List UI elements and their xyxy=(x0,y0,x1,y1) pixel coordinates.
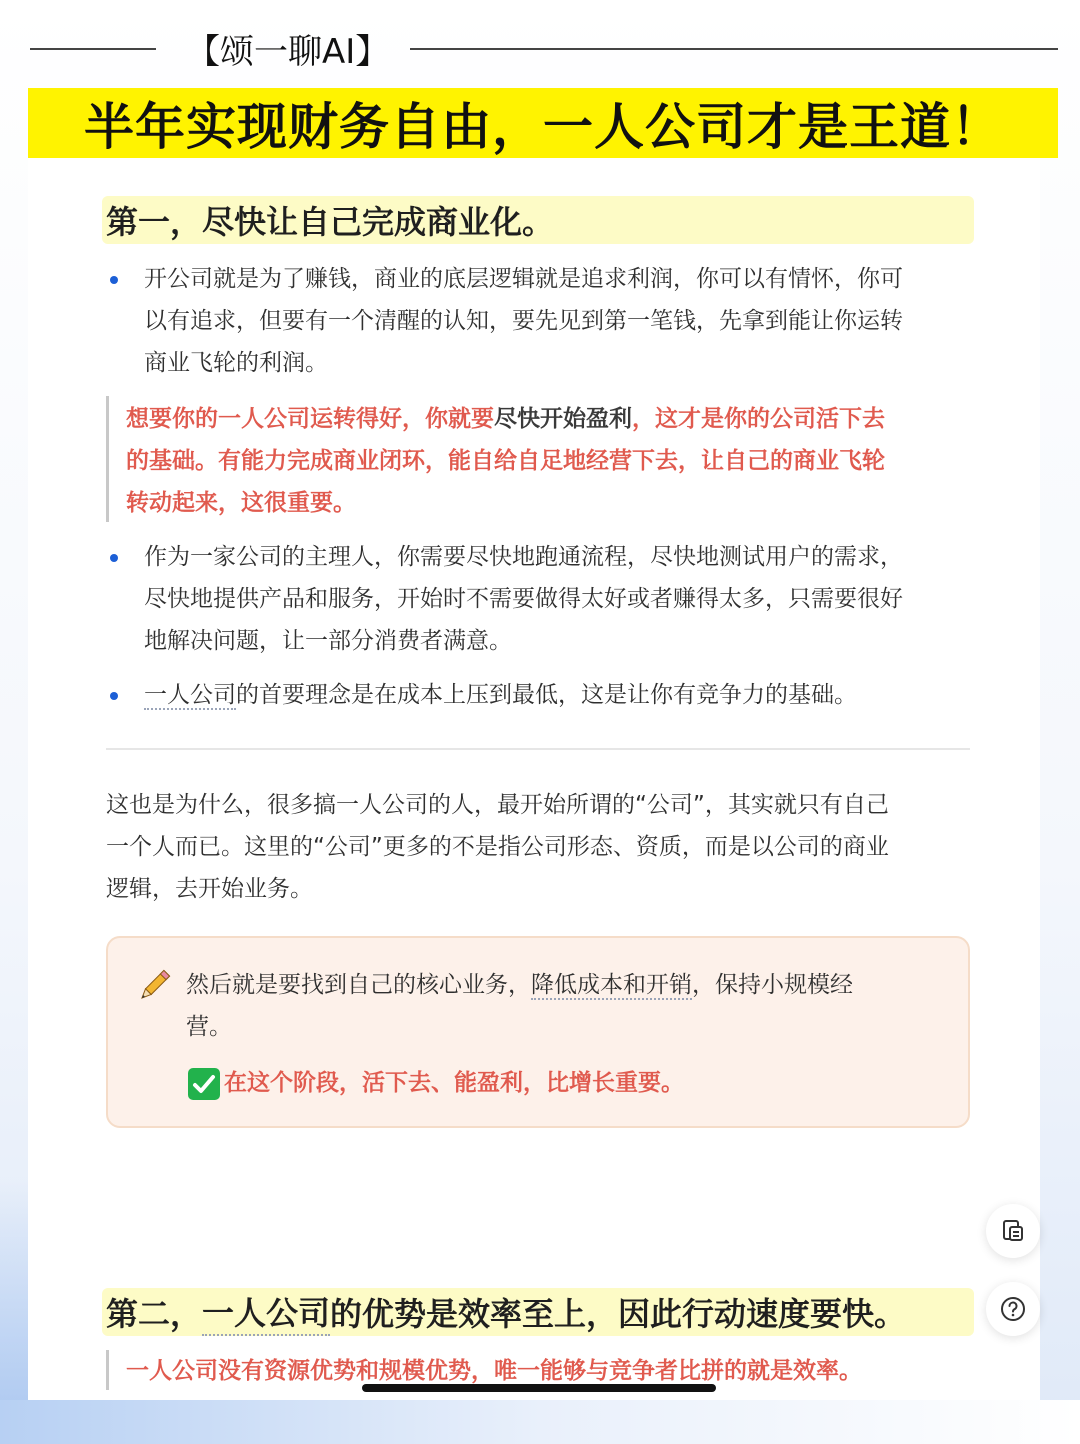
text-line: 一个人而已。这里的“公司”更多的不是指公司形态、资质，而是以公司的商业 xyxy=(106,834,889,860)
pencil-icon xyxy=(134,966,174,1006)
quote1-part-b: 尽快开始盈利 xyxy=(494,406,632,432)
section-divider xyxy=(106,748,970,750)
section2-heading xyxy=(102,1288,974,1336)
callout-part-c: ，保持小规模经 xyxy=(692,972,853,998)
text-line xyxy=(126,398,885,440)
help-button[interactable] xyxy=(986,1282,1040,1336)
section2-heading-a: 第二， xyxy=(106,1295,203,1333)
home-indicator[interactable] xyxy=(362,1384,716,1392)
callout-text xyxy=(186,964,853,1048)
quote1-text xyxy=(126,398,885,524)
document-card xyxy=(28,158,1040,1400)
check-icon xyxy=(188,1068,220,1100)
section1-heading xyxy=(102,196,974,244)
page-title: 半年实现财务自由，一人公司才是王道！ xyxy=(84,98,1002,156)
question-mark-icon xyxy=(999,1295,1027,1323)
bullet-dot xyxy=(110,554,118,562)
text-line xyxy=(186,964,853,1006)
section1-heading-text: 第一，尽快让自己完成商业化。 xyxy=(106,203,555,241)
brand-label: 【颂一聊AI】 xyxy=(186,32,390,72)
bullet3-text xyxy=(144,674,857,716)
callout-highlight: 在这个阶段，活下去、能盈利，比增长重要。 xyxy=(224,1070,684,1096)
bullet-dot xyxy=(110,276,118,284)
bullet3-rest: 的首要理念是在成本上压到最低，这是让你有竞争力的基础。 xyxy=(236,682,857,708)
callout-box xyxy=(106,936,970,1128)
document-copy-icon xyxy=(1000,1218,1026,1244)
bullet2-text xyxy=(144,536,903,662)
callout-term[interactable]: 降低成本和开销 xyxy=(531,972,692,998)
header-rule-right xyxy=(410,48,1058,50)
bullet-dot xyxy=(110,692,118,700)
text-line: 以有追求，但要有一个清醒的认知，要先见到第一笔钱，先拿到能让你运转 xyxy=(144,308,903,334)
quote1-part-c: ，这才是你的公司活下去 xyxy=(632,406,885,432)
section2-quote: 一人公司没有资源优势和规模优势，唯一能够与竞争者比拼的就是效率。 xyxy=(126,1358,862,1384)
header-rule-left xyxy=(30,48,156,50)
text-line: 转动起来，这很重要。 xyxy=(126,490,356,516)
callout-part-a: 然后就是要找到自己的核心业务， xyxy=(186,972,531,998)
copy-doc-button[interactable] xyxy=(986,1204,1040,1258)
text-line: 营。 xyxy=(186,1014,232,1040)
text-line: 作为一家公司的主理人，你需要尽快地跑通流程，尽快地测试用户的需求， xyxy=(144,544,903,570)
quote1-part-a: 想要你的一人公司运转得好，你就要 xyxy=(126,406,494,432)
text-line: 逻辑，去开始业务。 xyxy=(106,876,313,902)
text-line: 尽快地提供产品和服务，开始时不需要做得太好或者赚得太多，只需要很好 xyxy=(144,586,903,612)
title-banner xyxy=(28,88,1058,158)
quote-bar xyxy=(106,396,109,522)
bullet1-text xyxy=(144,258,903,384)
quote-bar xyxy=(106,1350,109,1390)
section2-heading-term[interactable]: 一人公司 xyxy=(202,1288,330,1336)
text-line: 这也是为什么，很多搞一人公司的人，最开始所谓的“公司”，其实就只有自己 xyxy=(106,792,889,818)
section2-heading-c: 的优势是效率至上，因此行动速度要快。 xyxy=(330,1295,907,1333)
background-glow-bottom xyxy=(0,1400,1080,1444)
bullet3-term[interactable]: 一人公司 xyxy=(144,682,236,708)
text-line: 的基础。有能力完成商业闭环，能自给自足地经营下去，让自己的商业飞轮 xyxy=(126,448,885,474)
text-line: 开公司就是为了赚钱，商业的底层逻辑就是追求利润，你可以有情怀，你可 xyxy=(144,266,903,292)
text-line: 商业飞轮的利润。 xyxy=(144,350,328,376)
text-line: 地解决问题，让一部分消费者满意。 xyxy=(144,628,512,654)
middle-paragraph xyxy=(106,784,889,910)
